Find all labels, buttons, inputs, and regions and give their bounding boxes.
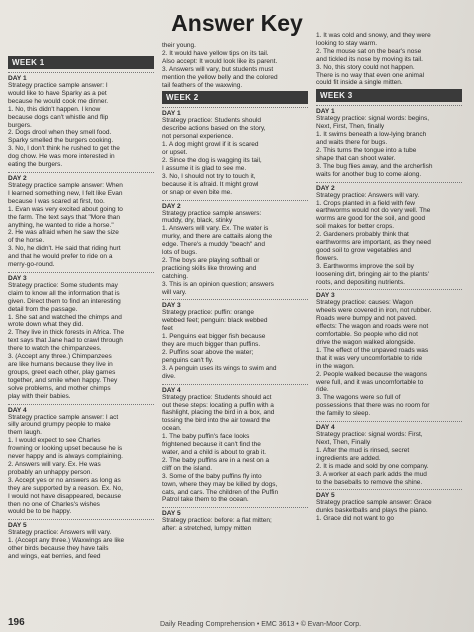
column-1 xyxy=(8,54,154,561)
answer-line: There is no way that even one animal xyxy=(316,71,425,79)
answer-line: their young. xyxy=(162,42,196,49)
day-heading: DAY 4 xyxy=(8,404,154,414)
page-number: 196 xyxy=(8,617,25,628)
day-heading: DAY 5 xyxy=(8,519,154,529)
answer-line: would be to be happy. xyxy=(8,508,72,516)
week-heading: WEEK 2 xyxy=(162,91,308,104)
answer-line: 3. This is an opinion question; answers xyxy=(162,280,274,288)
answer-line: 2. Puffins soar above the water; xyxy=(162,349,254,356)
answer-line: 2. Gardeners probably think that xyxy=(316,231,409,239)
day-heading: DAY 1 xyxy=(316,105,462,115)
answer-line: 3. No, I should not try to touch it, xyxy=(162,172,256,180)
answer-line: Strategy practice: Students should xyxy=(162,117,262,125)
answer-line: 1. A dog might growl if it is scared xyxy=(162,141,259,149)
answer-line: Strategy practice: Answers will vary. xyxy=(8,529,112,537)
answer-line: 3. The bug flies away, and the archerfish xyxy=(316,162,433,170)
answer-line: edge. There's a muddy "beach" and xyxy=(162,241,265,249)
week-heading: WEEK 3 xyxy=(316,89,462,102)
answer-line: Strategy practice: Students should act xyxy=(162,393,272,401)
answer-line: 1. Grace did not want to go xyxy=(316,515,395,523)
answer-line: waits for another bug to come along. xyxy=(316,170,422,178)
answer-line: given. Direct them to find an interesting xyxy=(8,297,121,305)
answer-line: 2. The baby puffins are in a nest on a xyxy=(162,456,270,464)
answer-line: 3. No, this story could not happen. xyxy=(316,63,415,71)
day-heading: DAY 3 xyxy=(162,299,308,309)
answer-line: they are much bigger than puffins. xyxy=(162,341,261,349)
answer-line: 1. I would expect to see Charles xyxy=(8,437,101,445)
answer-line: were full, and it was uncomfortable to xyxy=(316,378,424,386)
answer-line: 1. The baby puffin's face looks xyxy=(162,433,250,441)
answer-line: ocean. xyxy=(162,425,182,433)
answer-line: catching. xyxy=(162,272,189,280)
answer-line: effects: The wagon and roads were not xyxy=(316,323,429,331)
answer-line: detail from the passage. xyxy=(8,305,78,313)
answer-line: Also accept: It would look like its parent. xyxy=(162,57,278,65)
answer-line: Strategy practice: before: a flat mitten; xyxy=(162,517,272,525)
answer-line: Strategy practice: puffin: orange xyxy=(162,309,255,317)
answer-line: feet xyxy=(162,325,173,333)
answer-line: silly around grumpy people to make xyxy=(8,421,111,429)
day-heading: DAY 3 xyxy=(316,289,462,299)
answer-line: 3. Some of the baby puffins fly into xyxy=(162,472,262,480)
answer-line: 1. Evan was very excited about going to xyxy=(8,205,123,213)
answer-line: earthworms are important, as they need xyxy=(316,239,431,247)
answer-line: worms are good for the soil, and good xyxy=(316,215,426,223)
answer-line: or upset. xyxy=(162,149,188,157)
footer-credit: Daily Reading Comprehension • EMC 3613 • © Evan-Moor Corp. xyxy=(160,621,362,628)
answer-line: 2. The boys are playing softball or xyxy=(162,256,260,264)
answer-line: Roads were bumpy and not paved. xyxy=(316,315,417,323)
answer-line: flowers. xyxy=(316,254,339,262)
answer-line: 1. It swims beneath a low-lying branch xyxy=(316,131,427,139)
answer-line: 1. It was cold and snowy, and they were xyxy=(316,32,431,39)
answer-line: 3. (Accept any three.) Chimpanzees xyxy=(8,353,112,361)
answer-line: and wings, eat berries, and feed xyxy=(8,553,101,561)
answer-line: Strategy practice: Answers will vary. xyxy=(316,191,420,199)
answer-line: 3. Earthworms improve the soil by xyxy=(316,262,414,270)
answer-line: Strategy practice: signal words: begins, xyxy=(316,115,430,123)
answer-line: loosening dirt, bringing air to the plants' xyxy=(316,270,429,278)
answer-line: describe actions based on the story, xyxy=(162,125,266,133)
answer-line: solve problems, and mother chimps xyxy=(8,384,111,392)
answer-line: and waits there for bugs. xyxy=(316,139,388,147)
answer-line: webbed feet; penguin: black webbed xyxy=(162,317,268,325)
answer-line: 1. No, this didn't happen. I know xyxy=(8,105,101,113)
answer-line: tossing the bird into the air toward the xyxy=(162,417,271,425)
answer-line: Strategy practice sample answer: When xyxy=(8,181,123,189)
answer-line: together, and smile when happy. They xyxy=(8,376,118,384)
answer-line: 2. Dogs drool when they smell food. xyxy=(8,129,112,137)
answer-line: Patrol take them to the ocean. xyxy=(162,496,249,504)
answer-line: groups, greet each other, play games xyxy=(8,368,116,376)
answer-line: 2. It is made and sold by one company. xyxy=(316,462,429,470)
day-heading: DAY 5 xyxy=(316,489,462,499)
answer-line: lots of bugs. xyxy=(162,249,198,257)
answer-line: 2. They live in thick forests in Africa. The xyxy=(8,329,125,337)
day-heading: DAY 3 xyxy=(8,272,154,282)
answer-line: there to watch the chimpanzees. xyxy=(8,345,102,353)
answer-line: Sparky smelled the burgers cooking. xyxy=(8,137,114,145)
answer-line: 1. The effect of the unpaved roads was xyxy=(316,346,429,354)
column-3 xyxy=(316,32,462,561)
answer-line: Strategy practice: signal words: First, xyxy=(316,431,423,439)
day-heading: DAY 2 xyxy=(8,172,154,182)
answer-line: are like humans because they live in xyxy=(8,361,113,368)
answer-line: out these steps: locating a puffin with a xyxy=(162,401,274,409)
answer-line: tail feathers of the waxwing. xyxy=(162,81,243,89)
answer-line: or snap or even bite me. xyxy=(162,188,233,196)
answer-line: 1. She sat and watched the chimps and xyxy=(8,313,122,321)
answer-line: merry-go-round. xyxy=(8,261,55,269)
answer-line: 2. He was afraid when he saw the size xyxy=(8,229,119,237)
answer-line: 1. (Accept any three.) Waxwings are like xyxy=(8,537,125,545)
answer-line: of the horse. xyxy=(8,237,45,245)
answer-line: I would not have disappeared, because xyxy=(8,492,122,500)
answer-line: frowning or looking upset because he is xyxy=(8,445,123,453)
answer-line: 1. Penguins eat bigger fish because xyxy=(162,333,266,341)
answer-line: Strategy practice: Some students may xyxy=(8,281,118,289)
answer-line: Strategy practice sample answer: I xyxy=(8,82,108,89)
answer-line: mention the yellow belly and the colored xyxy=(162,73,278,81)
answer-line: will vary. xyxy=(162,288,187,296)
answer-line: 2. Since the dog is wagging its tail, xyxy=(162,156,262,164)
answer-line: that it was very uncomfortable to ride xyxy=(316,354,423,362)
answer-line: then no one of Charles's wishes xyxy=(8,500,100,508)
day-heading: DAY 1 xyxy=(8,72,154,82)
answer-line: 2. This turns the tongue into a tube xyxy=(316,146,417,154)
answer-line: murky, and there are cattails along the xyxy=(162,233,273,241)
day-heading: DAY 4 xyxy=(162,384,308,394)
answer-line: cliff on the island. xyxy=(162,464,213,472)
answer-line: flashlight, placing the bird in a box, and xyxy=(162,409,275,417)
answer-line: Strategy practice: causes: Wagon xyxy=(316,299,413,307)
answer-line: the family to sleep. xyxy=(316,410,371,418)
answer-line: roots, and depositing nutrients. xyxy=(316,278,405,286)
answer-line: town, where they may be killed by dogs, xyxy=(162,480,278,488)
answer-line: anything, he wanted to ride a horse." xyxy=(8,221,114,229)
day-heading: DAY 4 xyxy=(316,421,462,431)
answer-line: soil makes for better crops. xyxy=(316,223,395,231)
answer-line: text says that Jane had to crawl through xyxy=(8,337,123,345)
answer-line: Strategy practice sample answer: I act xyxy=(8,413,119,421)
answer-line: not personal experience. xyxy=(162,133,234,141)
answer-line: 1. Answers will vary. Ex. The water is xyxy=(162,225,269,233)
answer-line: I assume it is glad to see me. xyxy=(162,164,247,172)
answer-line: looking to stay warm. xyxy=(316,39,378,47)
answer-line: possessions that there was no room for xyxy=(316,402,430,410)
day-heading: DAY 5 xyxy=(162,507,308,517)
answer-line: the farm. The text says that "More than xyxy=(8,213,121,221)
answer-line: water, and a child is about to grab it. xyxy=(162,448,267,456)
answer-line: 2. The mouse sat on the bear's nose xyxy=(316,47,422,55)
week-heading: WEEK 1 xyxy=(8,56,154,69)
column-2 xyxy=(162,42,308,561)
answer-line: Next, First, Then, finally xyxy=(316,123,385,131)
answer-line: Next, Then, Finally xyxy=(316,438,371,446)
answer-line: because it is afraid. It might growl xyxy=(162,180,259,188)
answer-line: practicing skills like throwing and xyxy=(162,264,257,272)
answer-line: claim to know all the information that is xyxy=(8,289,120,297)
answer-line: other birds because they have tails xyxy=(8,545,109,553)
answer-line: shape that can shoot water. xyxy=(316,154,396,162)
answer-line: in the wagon. xyxy=(316,362,355,370)
answer-line: cats, and cars. The children of the Puffin xyxy=(162,488,279,496)
answer-line: muddy, dry, black, stinky xyxy=(162,217,233,225)
answer-line: 2. Answers will vary. Ex. He was xyxy=(8,460,101,468)
page-title: Answer Key xyxy=(171,10,303,36)
answer-columns xyxy=(8,32,468,561)
answer-line: 3. A worker at each park adds the mud xyxy=(316,470,427,478)
answer-line: drive the wagon walked alongside. xyxy=(316,339,416,346)
answer-line: 2. It would have yellow tips on its tail. xyxy=(162,49,269,57)
answer-line: 3. No, he didn't. He said that riding hurt xyxy=(8,245,121,253)
answer-line: because he would cook me dinner. xyxy=(8,97,109,105)
answer-line: 3. A penguin uses its wings to swim and xyxy=(162,364,277,372)
answer-line: 1. After the mud is rinsed, secret xyxy=(316,446,410,454)
day-heading: DAY 2 xyxy=(162,200,308,210)
answer-line: burgers. xyxy=(8,121,32,129)
answer-line: 3. Accept yes or no answers as long as xyxy=(8,476,121,484)
answer-line: penguins can't fly. xyxy=(162,356,214,364)
answer-line: Strategy practice sample answer: Grace xyxy=(316,499,432,507)
answer-line: dog chow. He was more interested in xyxy=(8,153,115,161)
answer-line: play with their babies. xyxy=(8,392,71,400)
answer-line: to the baseballs to remove the shine. xyxy=(316,478,423,486)
answer-line: good soil to grow vegetables and xyxy=(316,246,412,254)
answer-line: Strategy practice sample answers: xyxy=(162,209,262,217)
answer-line: ride. xyxy=(316,386,329,394)
answer-line: earthworms would not do very well. The xyxy=(316,207,431,215)
answer-line: would like to have Sparky as a pet xyxy=(8,89,107,97)
answer-line: comfortable. So people who did not xyxy=(316,331,418,339)
answer-line: because dogs can't whistle and flip xyxy=(8,113,109,121)
answer-line: eating the burgers. xyxy=(8,161,63,169)
answer-line: ingredients are added. xyxy=(316,454,381,462)
answer-line: 3. No, I don't think he rushed to get the xyxy=(8,145,120,153)
answer-line: and tickled its nose by moving its tail. xyxy=(316,55,423,63)
answer-line: wheels were covered in iron, not rubber. xyxy=(316,307,432,315)
answer-line: they are supported by a reason. Ex. No, xyxy=(8,484,123,492)
answer-line: because I was scared at first, too. xyxy=(8,197,105,205)
answer-line: probably an unhappy person. xyxy=(8,468,93,476)
answer-line: after: a stretched, lumpy mitten xyxy=(162,525,252,533)
answer-line: 3. Answers will vary, but students must xyxy=(162,65,274,73)
answer-line: dunks basketballs and plays the piano. xyxy=(316,507,428,515)
answer-line: them laugh. xyxy=(8,429,42,437)
answer-line: 3. The wagons were so full of xyxy=(316,394,401,402)
day-heading: DAY 2 xyxy=(316,182,462,192)
answer-line: frightened because it can't find the xyxy=(162,441,261,449)
answer-line: never happy and is always complaining. xyxy=(8,453,123,461)
answer-line: and that he would prefer to ride on a xyxy=(8,253,113,261)
day-heading: DAY 1 xyxy=(162,107,308,117)
answer-line: I learned something new, I felt like Evan xyxy=(8,189,123,197)
answer-line: dive. xyxy=(162,372,176,380)
answer-line: could fit inside a single mitten. xyxy=(316,79,403,87)
answer-line: 2. People walked because the wagons xyxy=(316,370,427,378)
answer-line: 1. Crops planted in a field with few xyxy=(316,199,415,207)
answer-line: wrote down what they did. xyxy=(8,321,84,329)
